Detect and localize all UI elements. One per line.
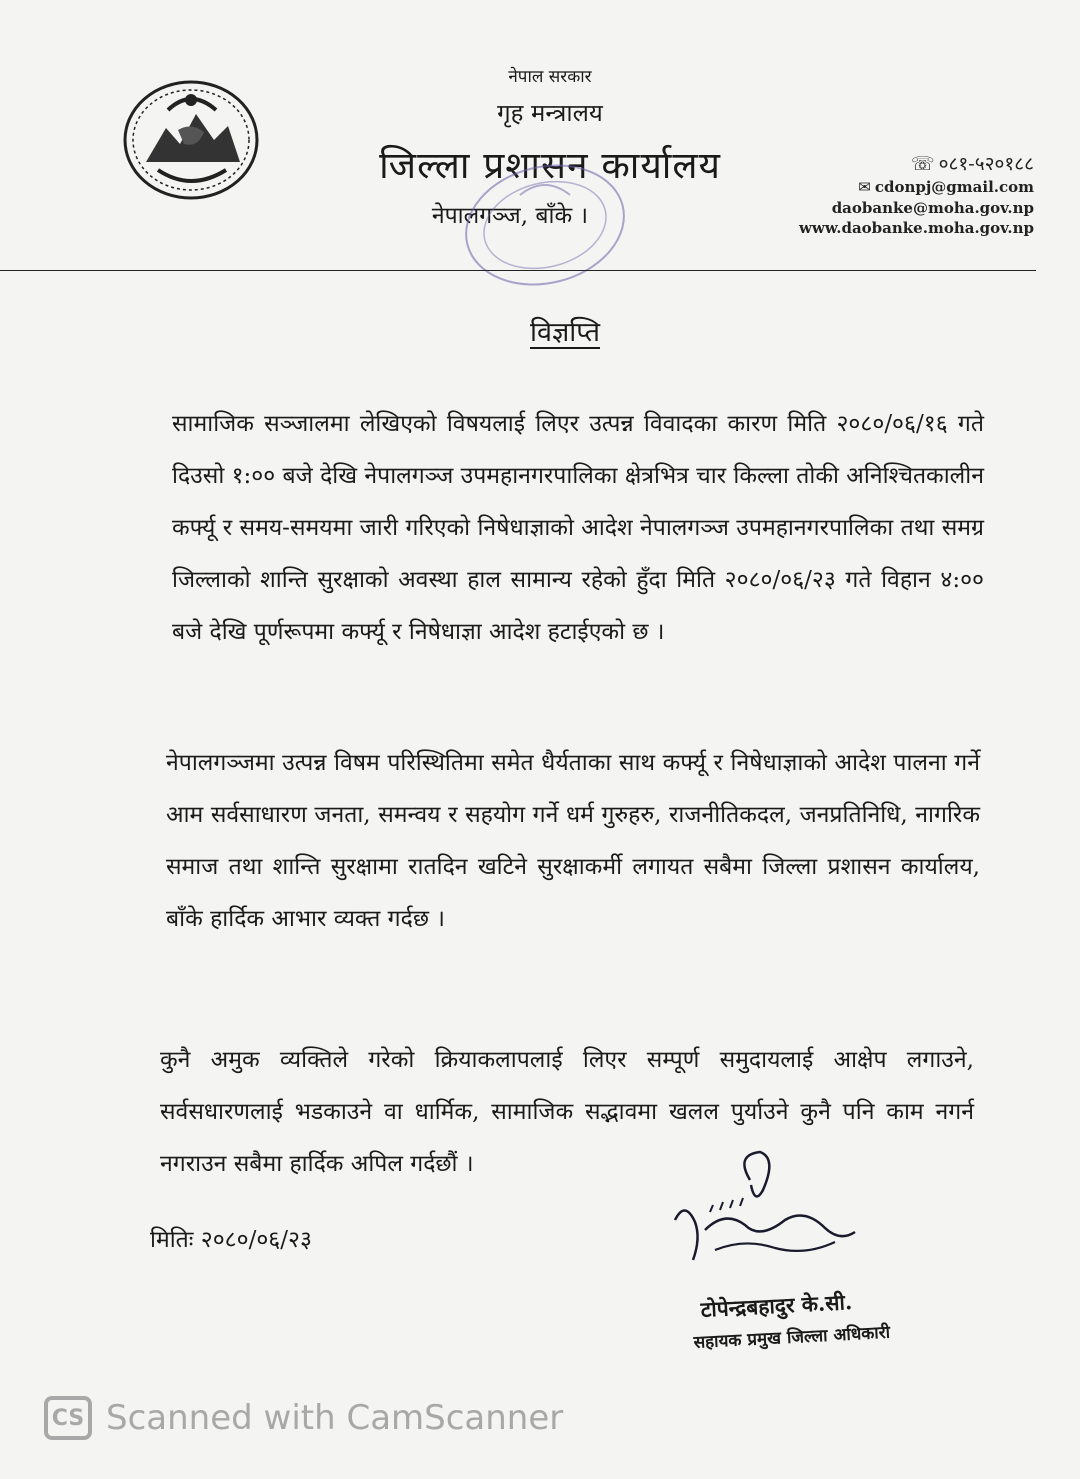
watermark-text: Scanned with CamScanner (106, 1398, 564, 1438)
camscanner-watermark (44, 1392, 563, 1444)
office-name: जिल्ला प्रशासन कार्यालय (379, 144, 721, 187)
notice-paragraph: नेपालगञ्जमा उत्पन्न विषम परिस्थितिमा समेत धैर्यताका साथ कर्फ्यू र निषेधाज्ञाको आदेश पालना गर्ने आम सर्वसाधारण जनता, समन्वय र सहयोग गर्ने धर्म गुरुहरु, राजनीतिकदल, जनप्रतिनिधि, नागरिक समाज तथा शान्ति सुरक्षामा रातदिन खटिने सुरक्षाकर्मी लगायत सबैमा जिल्ला प्रशासन कार्यालय, बाँके हार्दिक आभार व्यक्त गर्दछ । (166, 750, 980, 932)
camscanner-logo-icon: CS (44, 1396, 92, 1440)
signatory-name: टोपेन्द्रबहादुर के.सी. (700, 1289, 853, 1322)
ministry-name: गृह मन्त्रालय (497, 99, 603, 127)
website: www.daobanke.moha.gov.np (799, 219, 1034, 237)
nepal-emblem-icon (118, 70, 264, 200)
notice-title: विज्ञप्ति (529, 317, 600, 348)
notice-paragraph: कुनै अमुक व्यक्तिले गरेको क्रियाकलापलाई लिएर सम्पूर्ण समुदायलाई आक्षेप लगाउने, सर्वसधारणलाई भडकाउने वा धार्मिक, सामाजिक सद्भावमा खलल पुर्याउने कुनै पनि काम नगर्न नगराउन सबैमा हार्दिक अपिल गर्दछौं । (160, 1047, 974, 1177)
phone-icon: ☏ (910, 153, 935, 175)
email-secondary: daobanke@moha.gov.np (831, 199, 1034, 217)
phone-number (911, 150, 1034, 176)
government-name: नेपाल सरकार (508, 67, 592, 87)
notice-paragraph: सामाजिक सञ्जालमा लेखिएको विषयलाई लिएर उत्पन्न विवादका कारण मिति २०८०/०६/१६ गते दिउसो १:०० बजे देखि नेपालगञ्ज उपमहानगरपालिका क्षेत्रभित्र चार किल्ला तोकी अनिश्चितकालीन कर्फ्यू र समय-समयमा जारी गरिएको निषेधाज्ञाको आदेश नेपालगञ्ज उपमहानगरपालिका तथा समग्र जिल्लाको शान्ति सुरक्षाको अवस्था हाल सामान्य रहेको हुँदा मिति २०८०/०६/२३ गते विहान ४:०० बजे देखि पूर्णरूपमा कर्फ्यू र निषेधाज्ञा आदेश हटाईएको छ । (172, 411, 984, 645)
office-location: नेपालगञ्ज, बाँके । (431, 203, 589, 229)
signatory-title: सहायक प्रमुख जिल्ला अधिकारी (693, 1322, 891, 1353)
email-primary-value: cdonpj@gmail.com (874, 178, 1034, 196)
phone-value: ०८१-५२०१८८ (938, 153, 1034, 175)
handwritten-signature-icon (665, 1150, 865, 1280)
office-stamp-icon (450, 150, 640, 300)
header-divider (0, 270, 1036, 271)
mail-icon: ✉ (858, 178, 871, 196)
email-primary (858, 178, 1034, 196)
notice-date: मितिः २०८०/०६/२३ (150, 1227, 312, 1253)
